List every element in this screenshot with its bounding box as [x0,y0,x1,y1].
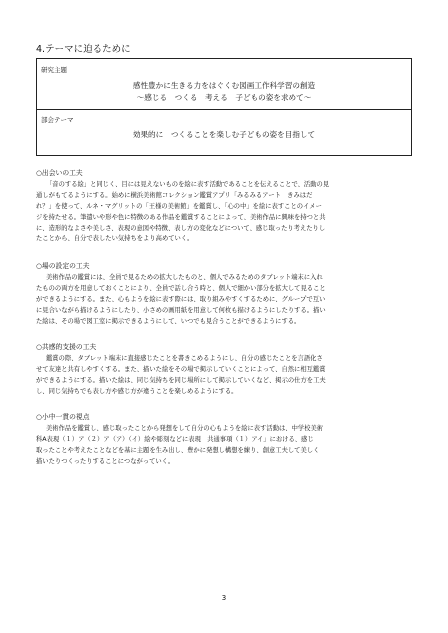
text-line: に見合いながら描けるようにしたり、小さめの画用紙を用意して何枚も描けるようにしたりする。描い [36,306,326,314]
text-line: 通しがもてるようにする。始めに横浜美術館コレクション鑑賞アプリ「みるみるアート きみはだ [36,191,313,199]
text-line: ジを持たせる。筆遣いや形や色に特徴のある作品を鑑賞することによって、美術作品に興味を持つと共 [36,213,326,221]
research-theme-row [37,59,411,110]
text-line: ができるようにする。また、心もようを絵に表す際には、取り組みやすくするために、グループで互い [36,295,326,303]
text-line: たことから、自分で表したい気持ちをより高めていく。 [36,235,194,243]
text-line: 科A表現（１）ア（２）ア（ア）（イ）絵や彫刻などに表現 共通事項（１）アイ」における、感じ [36,435,314,443]
text-line: たものの両方を用意しておくことにより、全員で話し合う時と、個人で細かい部分を拡大して見ること [36,284,326,292]
department-theme-label: 部会テーマ [41,116,74,124]
text-line: し、同じ気持ちでも表し方や感じ方が違うことを楽しめるようにする。 [36,387,238,395]
section-title-setting: ○場の設定の工夫 [36,262,90,270]
research-theme-line2: ～感じる つくる 考える 子どもの姿を求めて～ [136,93,312,102]
section-body-continuity [36,424,412,468]
theme-box [36,58,412,156]
text-line: れ？」を使って、ルネ・マグリットの「王様の美術館」を鑑賞し、「心の中」を絵に表すことのイメー [36,202,322,210]
text-line: 美術作品の鑑賞には、全員で見るための拡大したものと、個人でみるためのタブレット端末に入れ [46,274,323,281]
text-line: 「音のする絵」と同じく、目には見えないものを絵に表す活動であることを伝えることで、活動の見 [46,181,330,188]
text-line: た絵は、その場で図工室に掲示できるようにして、いつでも見合うことができるようにする。 [36,317,301,325]
text-line: ができるようにする。描いた絵は、同じ気持ちを同じ場所にして掲示していくなど、掲示の仕方を工夫 [36,376,326,384]
research-theme-line1: 感性豊かに生きる力をはぐくむ図画工作科学習の創造 [132,81,316,90]
text-line: 取ったことや考えたことなどを基に主題を生み出し、豊かに発想し構想を練り、創意工夫して美しく [36,446,320,454]
research-theme-label: 研究主題 [41,66,67,74]
section-title-encounter: ○出会いの工夫 [36,169,83,177]
text-line: に、造形的なよさや美しさ、表現の意図や特徴、表し方の変化などについて、感じ取ったり考えたりし [36,224,326,232]
text-line: 描いたりつくったりすることにつながっていく。 [36,457,175,465]
section-body-setting [36,273,412,327]
section-title-support: ○共感的支援の工夫 [36,343,97,351]
section-heading: 4.テーマに迫るために [36,44,131,55]
section-body-support [36,354,412,398]
section-body-encounter [36,180,412,245]
section-title-continuity: ○小中一貫の視点 [36,413,90,421]
page-number: 3 [221,594,227,602]
text-line: 鑑賞の際、タブレット端末に直接感じたことを書きこめるようにし、自分の感じたことを言語化さ [46,355,323,362]
text-line: せて友達と共有しやすくする。また、描いた絵をその場で掲示していくことによって、自然に相互鑑賞 [36,365,326,373]
department-theme-row [37,110,411,157]
department-theme-text: 効果的に つくることを楽しむ子どもの姿を目指して [132,130,316,139]
text-line: 美術作品を鑑賞し、感じ取ったことから発想をして自分の心もようを絵に表す活動は、中学校美術 [46,425,324,432]
